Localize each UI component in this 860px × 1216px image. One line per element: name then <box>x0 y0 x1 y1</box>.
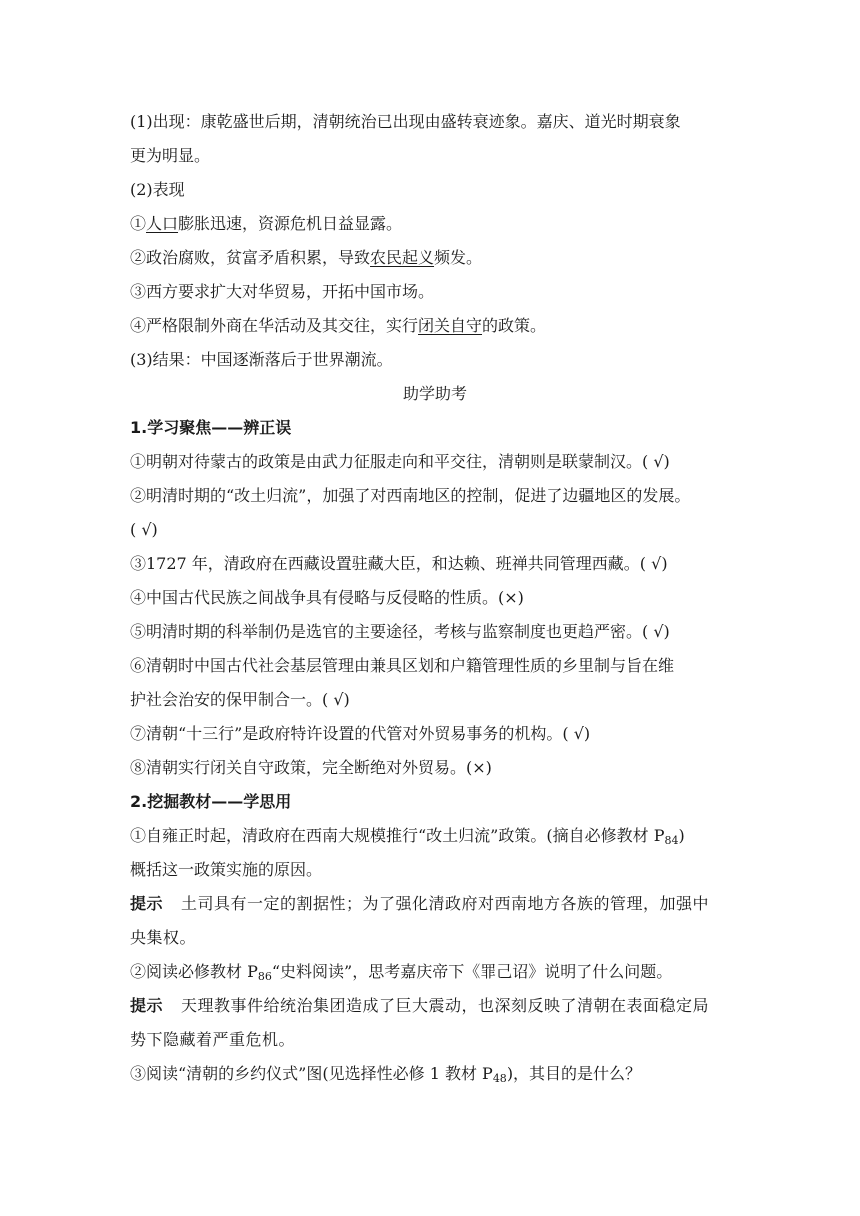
judgement-item-cont: ( √) <box>130 520 158 539</box>
list-item: ④严格限制外商在华活动及其交往，实行闭关自守的政策。 <box>130 316 547 335</box>
tip-answer: 提示 天理教事件给统治集团造成了巨大震动，也深刻反映了清朝在表面稳定局 <box>130 996 710 1015</box>
judgement-item: ④中国古代民族之间战争具有侵略与反侵略的性质。(×) <box>130 588 524 607</box>
judgement-item: ⑦清朝“十三行”是政府特许设置的代管对外贸易事务的机构。( √) <box>130 724 591 743</box>
tip-label: 提示 <box>130 996 164 1015</box>
tip-answer-cont: 央集权。 <box>130 928 197 947</box>
judgement-item-cont: 护社会治安的保甲制合一。( √) <box>130 690 350 709</box>
question-line: ②阅读必修教材 $P_{86}“$史料阅读”，思考嘉庆帝下《罪己诏》说明了什么问题。 <box>130 962 673 983</box>
section-heading: 助学助考 <box>402 384 467 403</box>
list-item: ②政治腐败，贫富矛盾积累，导致农民起义频发。 <box>130 248 483 267</box>
focus-title: 1.学习聚焦——辨正误 <box>130 418 292 437</box>
list-item: ①人口膨胀迅速，资源危机日益显露。 <box>130 214 403 233</box>
question-line: 概括这一政策实施的原因。 <box>130 860 323 879</box>
tip-answer: 提示 土司具有一定的割据性；为了强化清政府对西南地方各族的管理，加强中 <box>130 894 710 913</box>
judgement-item: ②明清时期的“改土归流”，加强了对西南地区的控制，促进了边疆地区的发展。 <box>130 486 691 505</box>
paragraph-line: (3)结果：中国逐渐落后于世界潮流。 <box>130 350 393 369</box>
underlined-keyword: 人口 <box>146 214 179 233</box>
list-item: ③西方要求扩大对华贸易，开拓中国市场。 <box>130 282 435 301</box>
tip-answer-cont: 势下隐藏着严重危机。 <box>130 1030 296 1049</box>
paragraph-line: (1)出现：康乾盛世后期，清朝统治已出现由盛转衰迹象。嘉庆、道光时期衰象 <box>130 112 681 131</box>
dig-title: 2.挖掘教材——学思用 <box>130 792 292 811</box>
question-line: ①自雍正时起，清政府在西南大规模推行“改土归流”政策。(摘自必修教材 $P_{84}$) <box>130 826 685 847</box>
question-line: ③阅读“清朝的乡约仪式”图(见选择性必修 1 教材 $P_{48}$)，其目的是什么？ <box>130 1064 642 1085</box>
paragraph-line: 更为明显。 <box>130 146 211 165</box>
underlined-keyword: 农民起义 <box>370 248 435 267</box>
tip-label: 提示 <box>130 894 164 913</box>
judgement-item: ③1727 年，清政府在西藏设置驻藏大臣，和达赖、班禅共同管理西藏。( √) <box>130 554 668 573</box>
underlined-keyword: 闭关自守 <box>418 316 483 335</box>
subheading: (2)表现 <box>130 180 185 199</box>
judgement-item: ⑤明清时期的科举制仍是选官的主要途径，考核与监察制度也更趋严密。( √) <box>130 622 670 641</box>
judgement-item: ⑥清朝时中国古代社会基层管理由兼具区划和户籍管理性质的乡里制与旨在维 <box>130 656 675 675</box>
document-page <box>130 105 740 1091</box>
judgement-item: ①明朝对待蒙古的政策是由武力征服走向和平交往，清朝则是联蒙制汉。( √) <box>130 452 670 471</box>
judgement-item: ⑧清朝实行闭关自守政策，完全断绝对外贸易。(×) <box>130 758 492 777</box>
